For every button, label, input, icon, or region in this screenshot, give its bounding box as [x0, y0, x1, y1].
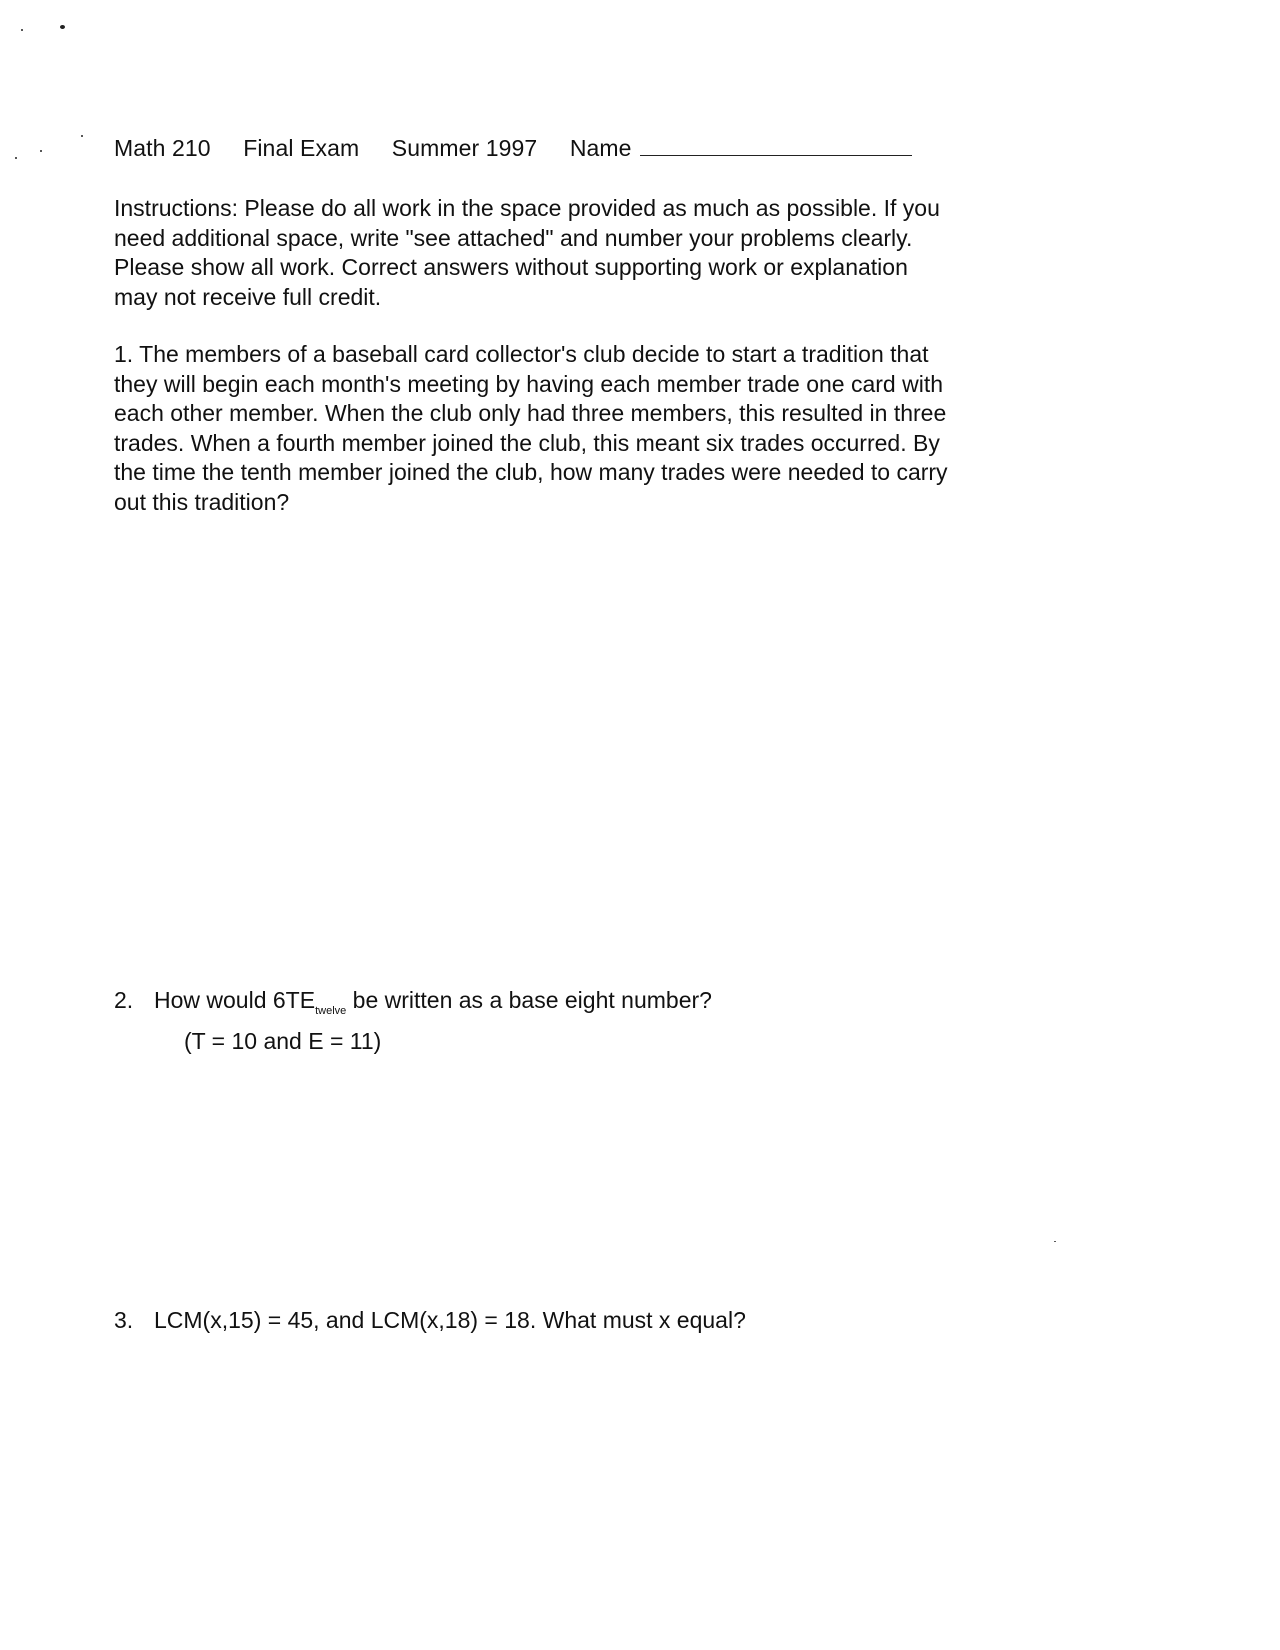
scan-speck	[15, 157, 17, 159]
instructions-line: need additional space, write "see attached" and number your problems clearly.	[114, 224, 913, 251]
question-1-line: they will begin each month's meeting by having each member trade one card with	[114, 370, 944, 397]
name-label: Name	[569, 135, 632, 161]
question-2-text-after: be written as a base eight number?	[346, 987, 712, 1013]
question-2-note: (T = 10 and E = 11)	[184, 1027, 382, 1054]
exam-header	[114, 135, 912, 162]
question-2-text-before: How would 6TE	[154, 987, 316, 1013]
question-3-text: LCM(x,15) = 45, and LCM(x,18) = 18. What must x equal?	[154, 1307, 746, 1333]
scan-speck	[40, 150, 42, 152]
question-1-line: each other member. When the club only had three members, this resulted in three	[114, 400, 947, 426]
exam-term: Summer 1997	[391, 135, 538, 161]
name-blank-line[interactable]	[640, 139, 912, 156]
question-2-number: 2.	[114, 987, 134, 1013]
scan-speck	[21, 29, 23, 31]
question-1-line: trades. When a fourth member joined the club, this meant six trades occurred. By	[114, 429, 940, 456]
question-1-line: the time the tenth member joined the club, how many trades were needed to carry	[114, 459, 948, 485]
question-2	[114, 986, 712, 1056]
instructions-paragraph	[114, 194, 1104, 312]
exam-title: Final Exam	[243, 135, 360, 161]
course-title: Math 210	[114, 135, 211, 161]
question-2-subscript: twelve	[315, 1005, 347, 1017]
question-1	[114, 340, 1104, 517]
instructions-line: Please show all work. Correct answers without supporting work or explanation	[114, 254, 908, 280]
instructions-line: Instructions: Please do all work in the space provided as much as possible. If you	[114, 195, 940, 221]
question-3-number: 3.	[114, 1307, 134, 1333]
scan-speck	[1054, 1241, 1056, 1242]
question-1-line: 1. The members of a baseball card collector's club decide to start a tradition that	[114, 341, 929, 367]
question-3	[114, 1306, 746, 1336]
question-1-line: out this tradition?	[114, 488, 290, 515]
instructions-line: may not receive full credit.	[114, 283, 382, 310]
scan-speck	[60, 25, 65, 29]
scan-speck	[81, 135, 83, 137]
